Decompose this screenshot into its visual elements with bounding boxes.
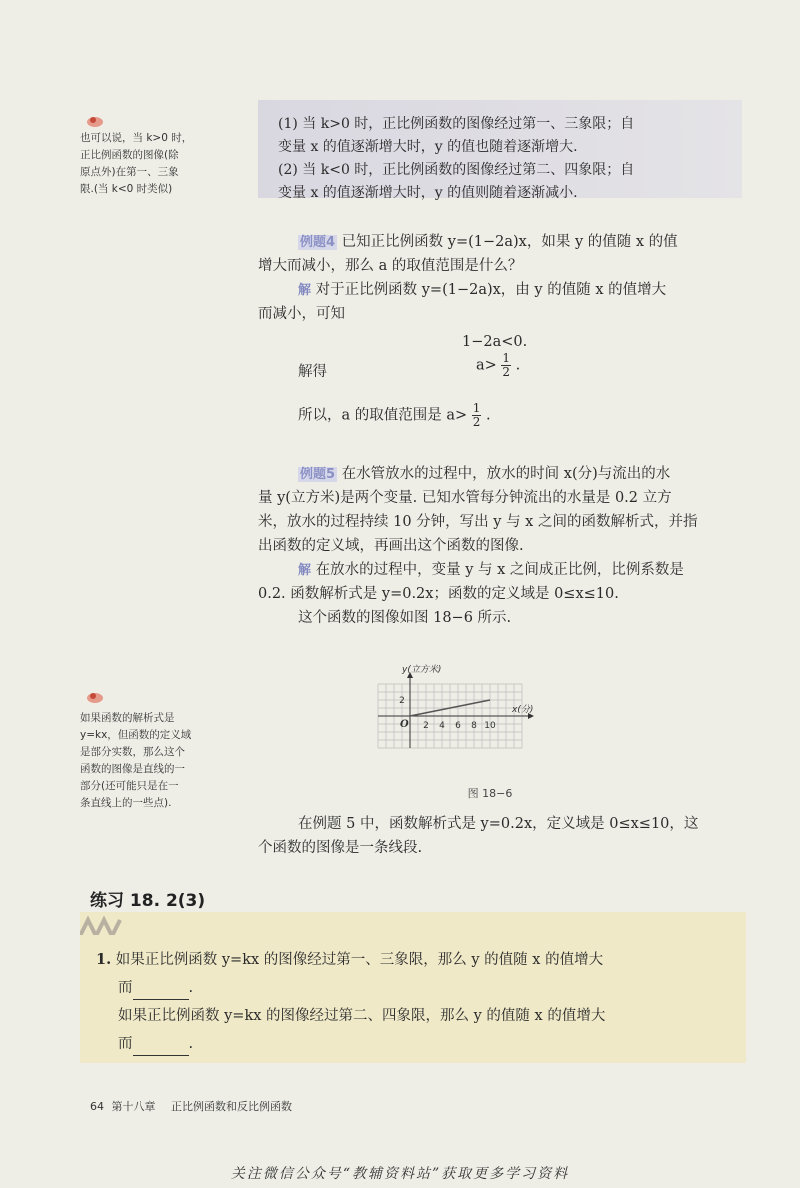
origin-label: O: [400, 719, 409, 730]
theorem-text: [278, 113, 738, 205]
exercise-line: [96, 976, 736, 1000]
page-number: 64: [90, 1100, 104, 1113]
x-axis-label: x(分): [512, 705, 534, 715]
figure-caption: 图 18−6: [467, 787, 513, 800]
example4-q2: 增大而减小，那么 a 的取值范围是什么？: [258, 258, 523, 274]
example5-question: [298, 462, 748, 487]
example5-s1: 在放水的过程中，变量 y 与 x 之间成正比例，比例系数是: [315, 562, 684, 578]
answer-blank[interactable]: [133, 1041, 189, 1056]
x-tick-label: 10: [484, 721, 496, 731]
exercise-line: [96, 948, 736, 972]
chapter-number: 第十八章: [111, 1100, 156, 1113]
example4-sol-label: 解: [298, 283, 312, 298]
note-line: 也可以说，当 k>0 时，: [80, 132, 193, 144]
period: .: [486, 407, 491, 424]
example4-inequality: 1−2a<0.: [462, 334, 528, 350]
exercise-line: 如果正比例函数 y=kx 的图像经过第二、四象限，那么 y 的值随 x 的值增大: [118, 1008, 606, 1024]
exercise-l2b: .: [188, 980, 194, 996]
example5-q3: 米，放水的过程持续 10 分钟，写出 y 与 x 之间的函数解析式，并指: [258, 514, 698, 530]
note-line: 是部分实数，那么这个: [80, 746, 185, 758]
note-line: 正比例函数的图像(除: [80, 149, 179, 161]
theorem-line: (1) 当 k>0 时，正比例函数的图像经过第一、三象限；自: [278, 116, 635, 132]
note-line: 函数的图像是直线的一: [80, 763, 185, 775]
theorem-line: (2) 当 k<0 时，正比例函数的图像经过第二、四象限；自: [278, 162, 635, 178]
note-line: 条直线上的一些点).: [80, 797, 172, 809]
function-graph: [370, 640, 640, 780]
example4-solve-word: 解得: [298, 364, 327, 380]
note-line: 限.(当 k<0 时类似): [80, 183, 173, 195]
example5-sol-label: 解: [298, 563, 312, 578]
summary-line-2: 个函数的图像是一条线段.: [258, 840, 423, 856]
summary-line-1: 在例题 5 中，函数解析式是 y=0.2x，定义域是 0≤x≤10，这: [298, 816, 699, 832]
exercise-l4b: .: [188, 1036, 194, 1052]
example4-s2: 而减小，可知: [258, 306, 345, 322]
example4-question: [298, 230, 748, 255]
x-tick-label: 4: [439, 721, 445, 731]
fraction: [501, 352, 511, 379]
note-line: y=kx，但函数的定义域: [80, 729, 192, 741]
example5-q1: 在水管放水的过程中，放水的时间 x(分)与流出的水: [341, 466, 671, 482]
example4-s1: 对于正比例函数 y=(1−2a)x，由 y 的值随 x 的值增大: [315, 282, 667, 298]
period: .: [515, 357, 521, 374]
exercise-l4a: 而: [118, 1036, 133, 1052]
example5-label: 例题5: [300, 467, 336, 482]
example4-conclusion: [298, 402, 491, 429]
exercise-l2a: 而: [118, 980, 133, 996]
example5-s2: 0.2. 函数解析式是 y=0.2x；函数的定义域是 0≤x≤10.: [258, 586, 619, 602]
bulb-icon: [84, 690, 106, 704]
conclusion-text: 所以，a 的取值范围是 a>: [298, 407, 468, 424]
fraction: [472, 402, 482, 429]
margin-note-2: [80, 710, 228, 812]
frac-den: 2: [472, 415, 481, 429]
exercise-number: 1.: [96, 951, 112, 968]
page-footer: [90, 1098, 292, 1114]
exercise-line: [96, 1032, 736, 1056]
result-text: a>: [476, 357, 497, 374]
x-tick-label: 6: [455, 721, 461, 731]
exercise-title: 练习 18. 2(3): [90, 891, 206, 911]
note-line: 如果函数的解析式是: [80, 712, 175, 724]
frac-num: 1: [472, 401, 481, 415]
bulb-icon: [84, 114, 106, 128]
exercise-l1: 如果正比例函数 y=kx 的图像经过第一、三象限，那么 y 的值随 x 的值增大: [115, 952, 604, 968]
frac-num: 1: [502, 351, 511, 365]
note-line: 原点外)在第一、三象: [80, 166, 179, 178]
example5-q2: 量 y(立方米)是两个变量. 已知水管每分钟流出的水量是 0.2 立方: [258, 490, 672, 506]
example4-label: 例题4: [300, 235, 336, 250]
theorem-line: 变量 x 的值逐渐增大时，y 的值也随着逐渐增大.: [278, 139, 578, 155]
example5-q4: 出函数的定义域，再画出这个函数的图像.: [258, 538, 524, 554]
answer-blank[interactable]: [133, 985, 189, 1000]
y-axis-label: y(立方米): [402, 665, 442, 675]
chapter-title: 正比例函数和反比例函数: [171, 1100, 292, 1113]
theorem-line: 变量 x 的值逐渐增大时，y 的值则随着逐渐减小.: [278, 185, 578, 201]
note-line: 部分(还可能只是在一: [80, 780, 179, 792]
exercise-1: [96, 948, 736, 1056]
x-tick-label: 8: [471, 721, 477, 731]
margin-note-1: [80, 130, 228, 198]
example4-solution: [298, 278, 748, 303]
y-tick-label: 2: [399, 696, 405, 706]
example5-s3: 这个函数的图像如图 18−6 所示.: [298, 610, 512, 626]
x-tick-label: 2: [423, 721, 429, 731]
example5-solution: [298, 558, 748, 583]
frac-den: 2: [502, 365, 511, 379]
example4-q1: 已知正比例函数 y=(1−2a)x，如果 y 的值随 x 的值: [341, 234, 678, 250]
watermark: 关注微信公众号“教辅资料站”获取更多学习资料: [230, 1166, 570, 1182]
example4-result: [476, 352, 520, 379]
